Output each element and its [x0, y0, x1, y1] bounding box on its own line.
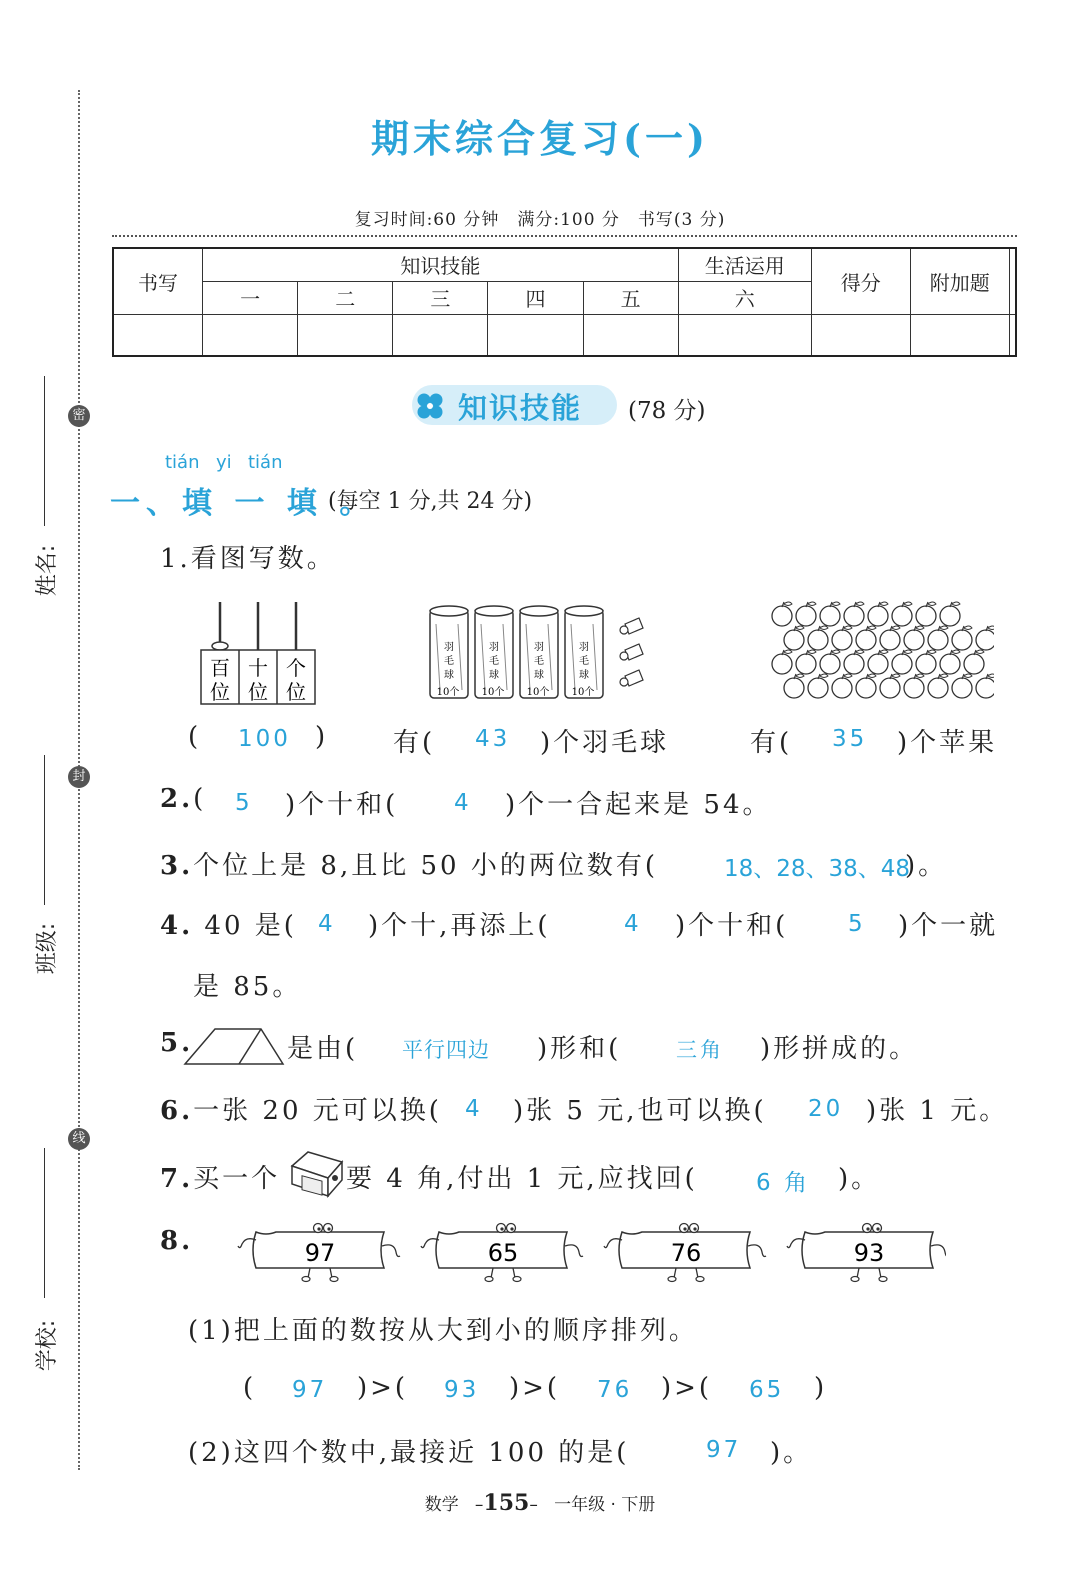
score-cell[interactable]	[298, 314, 393, 356]
tube-label: 毛	[444, 656, 454, 667]
tube-label: 羽	[579, 642, 589, 653]
q1-c-post: )个苹果	[897, 728, 998, 758]
section-note: (每空 1 分,共 24 分)	[328, 489, 533, 514]
pinyin-3: tián	[248, 452, 283, 473]
pinyin-1: tián	[165, 452, 200, 473]
score-cell[interactable]	[678, 314, 811, 356]
page-number: 155	[483, 1490, 530, 1516]
apple	[784, 674, 804, 698]
tube-label: 羽	[534, 642, 544, 653]
name-underline[interactable]	[44, 376, 45, 526]
score-table	[112, 247, 1017, 357]
shuttlecock-tube	[430, 606, 468, 698]
class-underline[interactable]	[44, 755, 45, 905]
apple	[832, 674, 852, 698]
divider	[112, 235, 1017, 237]
q5-mid: )形和(	[537, 1034, 622, 1064]
apple	[868, 602, 888, 626]
q8-gt: )>(	[509, 1373, 561, 1403]
section-heading: 一、填 一 填 。	[110, 486, 376, 521]
shuttlecock-tube	[520, 606, 558, 698]
q6-mid: )张 5 元,也可以换(	[513, 1096, 767, 1126]
q8-order-4[interactable]: 65	[749, 1377, 785, 1403]
number-tape	[604, 1224, 766, 1282]
q3-text: 3.个位上是 8,且比 50 小的两位数有(	[160, 851, 658, 881]
pencil-case-image	[288, 1148, 344, 1198]
q8-gt: )>(	[661, 1373, 713, 1403]
q8-paren-close: )	[814, 1373, 828, 1403]
tube-label: 球	[489, 670, 499, 681]
tube-count: 10个	[571, 687, 595, 698]
q1-prompt: 1.看图写数。	[160, 544, 336, 574]
number-tape	[787, 1224, 946, 1282]
apple	[916, 602, 936, 626]
score-cell[interactable]	[113, 314, 203, 356]
q2-answer-2[interactable]: 4	[454, 790, 472, 816]
q4-mid-1: )个十,再添上(	[368, 911, 551, 941]
school-label: 学校:	[35, 1319, 61, 1372]
apple	[832, 626, 852, 650]
apple	[904, 674, 924, 698]
q6-answer-1[interactable]: 4	[465, 1096, 483, 1122]
q3-post: )。	[905, 851, 948, 881]
score-cell[interactable]	[583, 314, 678, 356]
number-tape	[421, 1224, 583, 1282]
q7-pre: 7.买一个	[160, 1164, 281, 1194]
seal-feng: 封	[68, 766, 90, 788]
score-cell[interactable]	[488, 314, 583, 356]
q1-answer-1[interactable]: 100	[238, 726, 291, 752]
q6-post: )张 1 元。	[866, 1096, 1009, 1126]
abacus-label: 位	[210, 680, 230, 704]
q7-answer[interactable]: 6 角	[756, 1170, 810, 1196]
tape-number: 76	[670, 1239, 702, 1267]
section-badge-label: 知识技能	[458, 391, 583, 425]
tube-count: 10个	[526, 687, 550, 698]
tube-label: 羽	[444, 642, 454, 653]
shuttlecock-tubes-image	[428, 604, 648, 702]
apple	[880, 674, 900, 698]
q4-line-2: 是 85。	[193, 972, 302, 1002]
tube-label: 羽	[489, 642, 499, 653]
apple	[796, 602, 816, 626]
apple	[940, 650, 960, 674]
apple	[952, 626, 972, 650]
q4-text: 4. 40 是(	[160, 911, 297, 941]
apple	[796, 650, 816, 674]
abacus-label: 个	[286, 656, 306, 680]
q8-part-2: (2)这四个数中,最接近 100 的是(	[188, 1438, 630, 1468]
knowledge-header: 知识技能	[203, 248, 679, 281]
apple	[772, 650, 792, 674]
apple	[904, 626, 924, 650]
q5-post: )形拼成的。	[760, 1034, 919, 1064]
col-4: 四	[488, 281, 583, 314]
apple	[940, 602, 960, 626]
apple	[808, 626, 828, 650]
q2-answer-1[interactable]: 5	[235, 790, 253, 816]
footer-subject: 数学	[424, 1495, 459, 1515]
tube-label: 球	[534, 670, 544, 681]
q4-answer-1[interactable]: 4	[318, 911, 336, 937]
tube-count: 10个	[481, 687, 505, 698]
q8-answer-2[interactable]: 97	[706, 1437, 742, 1463]
shuttlecock-tube	[475, 606, 513, 698]
col-5: 五	[583, 281, 678, 314]
q8-2-post: )。	[770, 1438, 813, 1468]
q6-text: 6.一张 20 元可以换(	[160, 1096, 442, 1126]
score-cell[interactable]	[910, 314, 1009, 356]
page-footer: 数学 –155– 一年级 · 下册	[424, 1490, 656, 1516]
seal-mi: 密	[68, 405, 90, 427]
q4-answer-2[interactable]: 4	[624, 911, 642, 937]
q1-paren-close: )	[315, 722, 329, 752]
q4-post: )个一就	[898, 911, 999, 941]
clover-icon	[416, 392, 444, 420]
apple	[952, 674, 972, 698]
trapezoid-shape-image	[183, 1026, 285, 1066]
q5-pre: 是由(	[287, 1034, 359, 1064]
q4-answer-3[interactable]: 5	[848, 911, 866, 937]
q2-post: )个一合起来是 54。	[505, 790, 772, 820]
apple	[964, 650, 984, 674]
q1-paren-open: (	[188, 722, 202, 752]
tube-label: 毛	[579, 656, 589, 667]
exam-info: 复习时间:60 分钟 满分:100 分 书写(3 分)	[354, 210, 726, 230]
page-title: 期末综合复习(一)	[371, 116, 709, 161]
apple	[892, 602, 912, 626]
q8-order-2[interactable]: 93	[444, 1377, 480, 1403]
apple	[772, 602, 792, 626]
score-cell[interactable]	[1009, 314, 1016, 356]
apple	[844, 602, 864, 626]
q8-part-1: (1)把上面的数按从大到小的顺序排列。	[188, 1316, 698, 1346]
tube-label: 球	[579, 670, 589, 681]
abacus-label: 百	[210, 656, 230, 680]
q1-answer-2[interactable]: 43	[475, 726, 511, 752]
school-underline[interactable]	[44, 1148, 45, 1298]
class-label: 班级:	[35, 922, 61, 975]
apple	[880, 626, 900, 650]
q1-b-post: )个羽毛球	[540, 728, 670, 758]
apple	[976, 674, 994, 698]
abacus-label: 位	[286, 680, 306, 704]
apple	[856, 674, 876, 698]
q8-num: 8.	[160, 1226, 194, 1256]
apple	[820, 602, 840, 626]
tube-label: 毛	[534, 656, 544, 667]
seal-xian: 线	[68, 1128, 90, 1150]
abacus-label: 位	[248, 680, 268, 704]
tube-label: 球	[444, 670, 454, 681]
shuttlecock-tube	[565, 606, 603, 698]
apple	[856, 626, 876, 650]
tape-number: 65	[487, 1239, 519, 1267]
apple	[976, 626, 994, 650]
apple	[916, 650, 936, 674]
q2-num: 2.(	[160, 784, 207, 814]
q5-num: 5.	[160, 1028, 194, 1058]
bonus-header: 附加题	[910, 248, 1009, 314]
life-header: 生活运用	[678, 248, 811, 281]
score-cell[interactable]	[203, 314, 298, 356]
tube-label: 毛	[489, 656, 499, 667]
q6-answer-2[interactable]: 20	[808, 1096, 844, 1122]
apple	[784, 626, 804, 650]
q1-b-pre: 有(	[393, 728, 436, 758]
apple	[928, 626, 948, 650]
q2-mid: )个十和(	[285, 790, 399, 820]
apple	[868, 650, 888, 674]
q7-text: 要 4 角,付出 1 元,应找回(	[346, 1164, 698, 1194]
col-1: 一	[203, 281, 298, 314]
apple	[808, 674, 828, 698]
tape-number: 93	[853, 1239, 885, 1267]
name-label: 姓名:	[35, 544, 61, 597]
q1-answer-3[interactable]: 35	[832, 726, 868, 752]
pinyin-2: yi	[216, 452, 232, 473]
apple	[820, 650, 840, 674]
score-cell[interactable]	[811, 314, 910, 356]
q8-paren: (	[243, 1373, 257, 1403]
apples-image	[766, 598, 994, 708]
number-tapes-image	[236, 1222, 946, 1286]
abacus-label: 十	[248, 656, 268, 680]
q5-answer-1[interactable]: 平行四边	[402, 1038, 490, 1062]
writing-header: 书写	[113, 248, 203, 314]
q1-c-pre: 有(	[750, 728, 793, 758]
q5-answer-2[interactable]: 三角	[676, 1038, 724, 1062]
col-3: 三	[393, 281, 488, 314]
number-tape	[238, 1224, 400, 1282]
apple	[928, 674, 948, 698]
tube-count: 10个	[436, 687, 460, 698]
abacus-image	[198, 600, 318, 708]
q3-answer[interactable]: 18、28、38、48	[724, 856, 911, 882]
tape-number: 97	[304, 1239, 336, 1267]
apple	[892, 650, 912, 674]
q8-order-1[interactable]: 97	[292, 1377, 328, 1403]
score-cell[interactable]	[393, 314, 488, 356]
q7-post: )。	[838, 1164, 881, 1194]
q8-order-3[interactable]: 76	[597, 1377, 633, 1403]
q8-gt: )>(	[357, 1373, 409, 1403]
q4-mid-2: )个十和(	[675, 911, 789, 941]
col-2: 二	[298, 281, 393, 314]
section-points: (78 分)	[628, 398, 706, 424]
col-6: 六	[678, 281, 811, 314]
apple	[844, 650, 864, 674]
score-header: 得分	[811, 248, 910, 314]
footer-grade: 一年级 · 下册	[554, 1495, 656, 1515]
